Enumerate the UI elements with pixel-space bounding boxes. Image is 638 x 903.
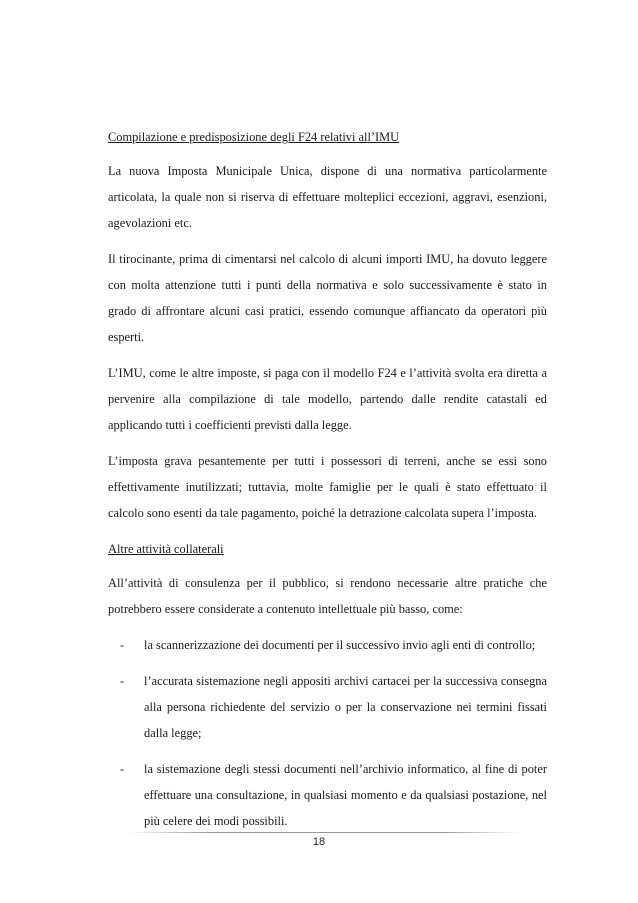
paragraph: Il tirocinante, prima di cimentarsi nel calcolo di alcuni importi IMU, ha dovuto leggere con molta attenzione tutti i punti della normativa e solo successivamente è stato in grado di affrontare alcuni casi pratici, essendo comunque affiancato da operatori più esperti.: [108, 252, 547, 344]
bullet-dash: -: [120, 674, 125, 688]
list-item: [108, 756, 547, 834]
section-heading-altre-attivita: Altre attività collaterali: [108, 542, 224, 556]
section-heading-f24: Compilazione e predisposizione degli F24 relativi all’IMU: [108, 130, 400, 144]
paragraph: L’IMU, come le altre imposte, si paga con il modello F24 e l’attività svolta era diretta a pervenire alla compilazione di tale modello, partendo dalle rendite catastali ed applicando tutti i coefficienti previsti dalla legge.: [108, 366, 547, 432]
page-number: 18: [312, 836, 326, 848]
page-content: [108, 124, 547, 844]
list-item: [108, 668, 547, 746]
paragraph: All’attività di consulenza per il pubblico, si rendono necessarie altre pratiche che potrebbero essere considerate a contenuto intellettuale più basso, come:: [108, 576, 547, 616]
list-item-text: la sistemazione degli stessi documenti nell’archivio informatico, al fine di poter effettuare una consultazione, in qualsiasi momento e da qualsiasi postazione, nel più celere dei modi possibili.: [144, 762, 547, 828]
list-item: [108, 632, 547, 658]
footer-divider: [128, 832, 522, 833]
paragraph: La nuova Imposta Municipale Unica, dispone di una normativa particolarmente articolata, la quale non si riserva di effettuare molteplici eccezioni, aggravi, esenzioni, agevolazioni etc.: [108, 164, 547, 230]
bullet-dash: -: [120, 762, 125, 776]
bullet-dash: -: [120, 638, 125, 652]
list-item-text: la scannerizzazione dei documenti per il successivo invio agli enti di controllo;: [144, 638, 536, 652]
bullet-list: [108, 632, 547, 834]
paragraph: L’imposta grava pesantemente per tutti i possessori di terreni, anche se essi sono effettivamente inutilizzati; tuttavia, molte famiglie per le quali è stato effettuato il calcolo sono esenti da tale pagamento, poiché la detrazione calcolata supera l’imposta.: [108, 454, 547, 520]
list-item-text: l’accurata sistemazione negli appositi archivi cartacei per la successiva consegna alla persona richiedente del servizio o per la conservazione nei termini fissati dalla legge;: [144, 674, 547, 740]
